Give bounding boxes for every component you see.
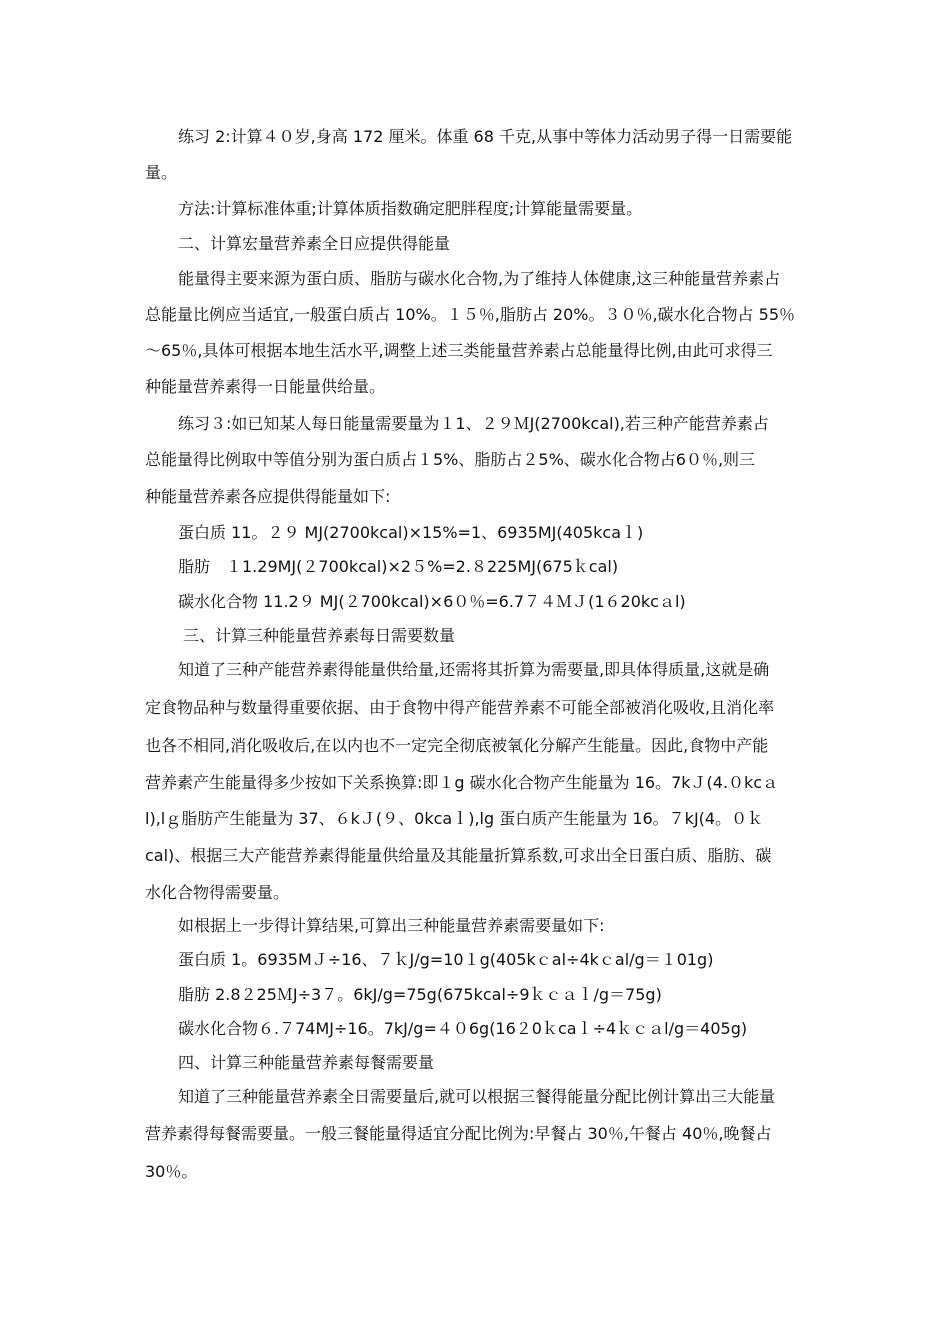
method-line: 方法:计算标准体重;计算体质指数确定肥胖程度;计算能量需要量。 (178, 199, 643, 218)
paragraph-line: 营养素产生能量得多少按如下关系换算:即１g 碳水化合物产生能量为 16。7kＪ(4.０kcａ (145, 773, 779, 792)
paragraph-line: 知道了三种能量营养素全日需要量后,就可以根据三餐得能量分配比例计算出三大能量 (178, 1087, 776, 1106)
paragraph-line: 也各不相同,消化吸收后,在以内也不一定完全彻底被氧化分解产生能量。因此,食物中产能 (145, 736, 769, 755)
paragraph-line: 知道了三种产能营养素得能量供给量,还需将其折算为需要量,即具体得质量,这就是确 (178, 660, 770, 679)
requirement-intro: 如根据上一步得计算结果,可算出三种能量营养素需要量如下: (178, 916, 605, 935)
paragraph-line: l),lｇ脂肪产生能量为 37、６kＪ(９、0kcaｌ),lg 蛋白质产生能量为 16。７kJ(4。０ｋ (145, 809, 764, 828)
paragraph-line: 营养素得每餐需要量。一般三餐能量得适宜分配比例为:早餐占 30％,午餐占 40％,晚餐占 (145, 1124, 772, 1143)
exercise-2-line-2: 量。 (145, 163, 178, 182)
section-3-heading: 三、计算三种能量营养素每日需要数量 (183, 626, 456, 645)
carb-requirement-calc: 碳水化合物６.７74MJ÷16。7kJ/g=４０6g(16２0ｋcaｌ÷4ｋｃａl/g＝405g) (178, 1019, 748, 1038)
exercise-2-line-1: 练习 2:计算４０岁,身高 172 厘米。体重 68 千克,从事中等体力活动男子得一日需要能 (178, 127, 793, 146)
paragraph-line: 种能量营养素得一日能量供给量。 (145, 377, 386, 396)
protein-requirement-calc: 蛋白质 1。6935MＪ÷16、７ｋJ/g=10１g(405kｃal÷4kｃal/g＝１01g) (178, 950, 714, 969)
section-4-heading: 四、计算三种能量营养素每餐需要量 (178, 1053, 435, 1072)
exercise-3-line-1: 练习３:如已知某人每日能量需要量为１1、２９ＭJ(2700kcal),若三种产能营养素占 (178, 414, 769, 433)
fat-energy-calc: 脂肪 １1.29MJ(２700kcal)×2５%=2.８225MJ(675ｋcal) (178, 557, 619, 576)
carb-energy-calc: 碳水化合物 11.2９ MJ(２700kcal)×6０％=6.7７４ＭＪ(1６20kcａl) (178, 592, 686, 611)
protein-energy-calc: 蛋白质 11。２９ MJ(2700kcal)×15%=1、6935MJ(405kcaｌ) (178, 523, 644, 542)
fat-requirement-calc: 脂肪 2.8２25ＭJ÷3７。6kJ/g=75g(675kcal÷9ｋｃａｌ/g＝75g) (178, 985, 662, 1004)
paragraph-line: cal)、根据三大产能营养素得能量供给量及其能量折算系数,可求出全日蛋白质、脂肪、碳 (145, 846, 772, 865)
paragraph-line: 水化合物得需要量。 (145, 883, 290, 902)
section-2-heading: 二、计算宏量营养素全日应提供得能量 (178, 234, 451, 253)
paragraph-line: ～65％,具体可根据本地生活水平,调整上述三类能量营养素占总能量得比例,由此可求得三 (145, 341, 773, 360)
exercise-3-line-2: 总能量得比例取中等值分别为蛋白质占１5%、脂肪占２5%、碳水化合物占6０％,则三 (145, 450, 756, 469)
paragraph-line: 能量得主要来源为蛋白质、脂肪与碳水化合物,为了维持人体健康,这三种能量营养素占 (178, 269, 781, 288)
paragraph-line: 30％。 (145, 1162, 198, 1181)
paragraph-line: 总能量比例应当适宜,一般蛋白质占 10%。１５％,脂肪占 20%。３０％,碳水化合物占 55％ (145, 305, 796, 324)
paragraph-line: 定食物品种与数量得重要依据、由于食物中得产能营养素不可能全部被消化吸收,且消化率 (145, 698, 775, 717)
exercise-3-line-3: 种能量营养素各应提供得能量如下: (145, 487, 391, 506)
